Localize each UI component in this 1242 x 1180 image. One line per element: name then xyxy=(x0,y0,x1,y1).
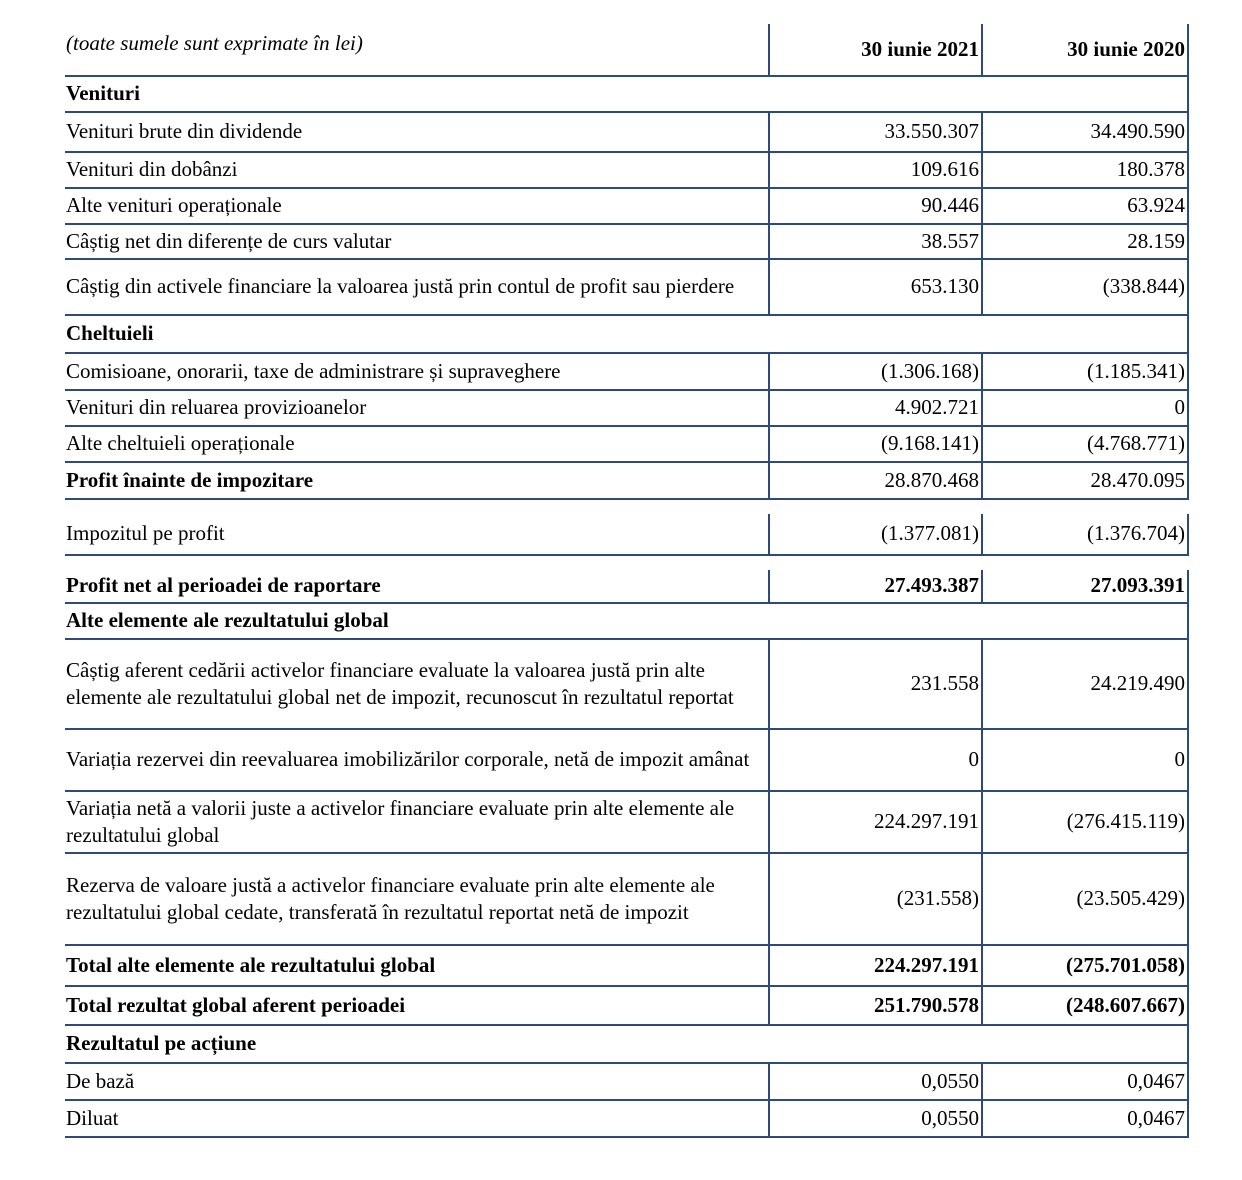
row-label: Impozitul pe profit xyxy=(66,521,225,545)
table-row xyxy=(65,189,1189,225)
value-2020: (276.415.119) xyxy=(981,792,1189,852)
row-label: Câștig aferent cedării activelor financiare evaluate la valoarea justă prin alte elemente ale rezultatului global net de impozit, recunoscut în rezultatul reportat xyxy=(66,657,734,709)
value-2021: 109.616 xyxy=(768,153,981,187)
column-header-2021: 30 iunie 2021 xyxy=(768,24,981,75)
table-row xyxy=(65,260,1189,316)
section-header-row xyxy=(65,604,1189,640)
row-label: Diluat xyxy=(66,1105,119,1130)
value-2021 xyxy=(768,1026,981,1062)
value-2021: 224.297.191 xyxy=(768,792,981,852)
value-2021 xyxy=(768,77,981,111)
row-label: Alte cheltuieli operaționale xyxy=(66,431,295,455)
column-header-2020: 30 iunie 2020 xyxy=(981,24,1189,75)
table-row xyxy=(65,427,1189,463)
value-2020: (23.505.429) xyxy=(981,854,1189,944)
value-2021: (231.558) xyxy=(768,854,981,944)
section-title: Venituri xyxy=(66,81,140,105)
value-2021: (1.306.168) xyxy=(768,354,981,389)
value-2021: 251.790.578 xyxy=(768,987,981,1024)
section-header-row xyxy=(65,316,1189,354)
income-statement-table xyxy=(65,24,1189,1138)
value-2021: 90.446 xyxy=(768,189,981,223)
value-2020: 28.470.095 xyxy=(981,463,1189,498)
value-2021: 0,0550 xyxy=(768,1064,981,1099)
row-label: Alte venituri operaționale xyxy=(66,193,282,217)
table-row xyxy=(65,640,1189,730)
value-2021: 28.870.468 xyxy=(768,463,981,498)
table-row xyxy=(65,854,1189,946)
value-2020 xyxy=(981,316,1189,352)
value-2020: 24.219.490 xyxy=(981,640,1189,728)
table-row xyxy=(65,500,1189,556)
table-row xyxy=(65,987,1189,1026)
row-label: De bază xyxy=(66,1068,135,1093)
value-2021 xyxy=(768,316,981,352)
table-header xyxy=(65,24,1189,77)
table-row xyxy=(65,113,1189,153)
value-2020: 34.490.590 xyxy=(981,113,1189,151)
section-title: Cheltuieli xyxy=(66,321,154,345)
value-2020: (4.768.771) xyxy=(981,427,1189,461)
section-header-row xyxy=(65,77,1189,113)
row-label: Variația netă a valorii juste a activelor financiare evaluate prin alte elemente ale rezultatului global xyxy=(66,795,735,847)
value-2020: (1.185.341) xyxy=(981,354,1189,389)
value-2021: (9.168.141) xyxy=(768,427,981,461)
value-2021: 4.902.721 xyxy=(768,391,981,425)
section-title: Rezultatul pe acțiune xyxy=(66,1031,257,1055)
table-row xyxy=(65,1064,1189,1101)
table-row xyxy=(65,225,1189,260)
row-label: Comisioane, onorarii, taxe de administrare și supraveghere xyxy=(66,358,561,383)
table-row xyxy=(65,730,1189,792)
value-2020: 28.159 xyxy=(981,225,1189,258)
value-2020: 0 xyxy=(981,391,1189,425)
value-2020: (248.607.667) xyxy=(981,987,1189,1024)
row-label: Profit net al perioadei de raportare xyxy=(66,573,381,597)
value-2021: 27.493.387 xyxy=(768,570,981,602)
value-2020: 0,0467 xyxy=(981,1101,1189,1136)
row-label: Venituri din dobânzi xyxy=(66,157,238,181)
row-label: Venituri din reluarea provizioanelor xyxy=(66,395,367,419)
value-2020: 27.093.391 xyxy=(981,570,1189,602)
row-label: Rezerva de valoare justă a activelor financiare evaluate prin alte elemente ale rezultatului global cedate, transferată în rezultatul reportat netă de impozit xyxy=(66,872,715,924)
section-title: Alte elemente ale rezultatului global xyxy=(66,608,389,632)
table-row xyxy=(65,153,1189,189)
value-2021: 0 xyxy=(768,730,981,790)
value-2021: (1.377.081) xyxy=(768,514,981,554)
row-label: Profit înainte de impozitare xyxy=(66,467,314,492)
row-label: Câștig din activele financiare la valoarea justă prin contul de profit sau pierdere xyxy=(66,274,735,298)
row-label: Total rezultat global aferent perioadei xyxy=(66,992,406,1017)
value-2020: (338.844) xyxy=(981,260,1189,314)
table-row xyxy=(65,556,1189,604)
value-2021: 653.130 xyxy=(768,260,981,314)
value-2021 xyxy=(768,604,981,638)
value-2020 xyxy=(981,77,1189,111)
value-2021: 0,0550 xyxy=(768,1101,981,1136)
value-2020 xyxy=(981,1026,1189,1062)
row-label: Câștig net din diferențe de curs valutar xyxy=(66,228,392,253)
table-body xyxy=(65,77,1189,1138)
table-row xyxy=(65,792,1189,854)
table-row xyxy=(65,1101,1189,1138)
value-2021: 231.558 xyxy=(768,640,981,728)
table-row xyxy=(65,463,1189,500)
row-label: Variația rezervei din reevaluarea imobilizărilor corporale, netă de impozit amânat xyxy=(66,747,750,771)
section-header-row xyxy=(65,1026,1189,1064)
row-label: Total alte elemente ale rezultatului global xyxy=(66,952,436,977)
value-2020: 180.378 xyxy=(981,153,1189,187)
value-2021: 224.297.191 xyxy=(768,946,981,985)
value-2020: 0 xyxy=(981,730,1189,790)
value-2020: 0,0467 xyxy=(981,1064,1189,1099)
currency-note: (toate sumele sunt exprimate în lei) xyxy=(66,31,363,55)
value-2020 xyxy=(981,604,1189,638)
row-label: Venituri brute din dividende xyxy=(66,119,303,143)
value-2021: 38.557 xyxy=(768,225,981,258)
table-row xyxy=(65,391,1189,427)
value-2021: 33.550.307 xyxy=(768,113,981,151)
table-row xyxy=(65,946,1189,987)
table-row xyxy=(65,354,1189,391)
value-2020: (1.376.704) xyxy=(981,514,1189,554)
value-2020: 63.924 xyxy=(981,189,1189,223)
value-2020: (275.701.058) xyxy=(981,946,1189,985)
